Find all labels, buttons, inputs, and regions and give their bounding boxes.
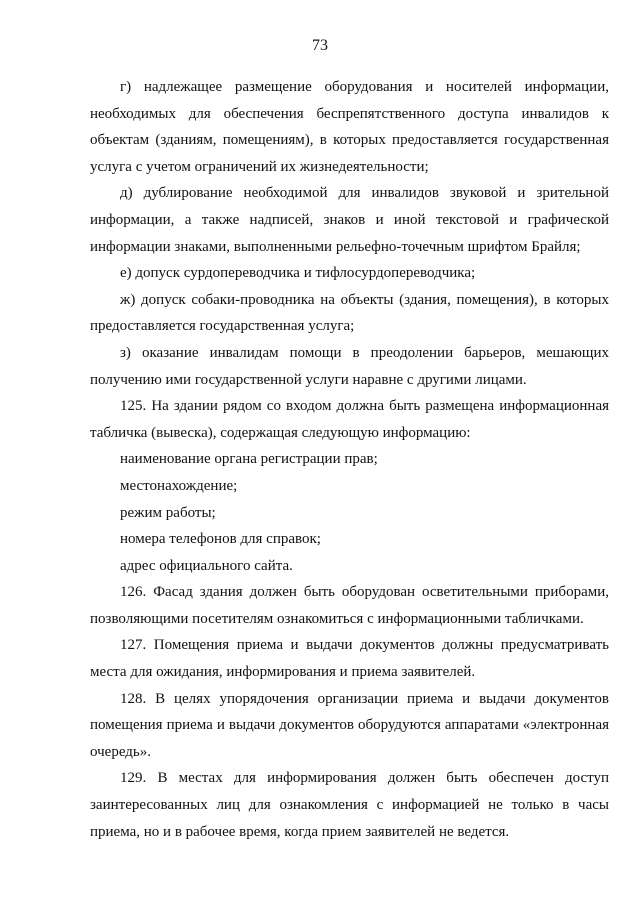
- page-number: 73: [312, 37, 328, 54]
- paragraph-128: 128. В целях упорядочения организации приема и выдачи документов помещения приема и выдачи документов оборудуются аппаратами «электронная очередь».: [90, 690, 609, 760]
- paragraph-g: г) надлежащее размещение оборудования и носителей информации, необходимых для обеспечения беспрепятственного доступа инвалидов к объектам (зданиям, помещениям), в которых предоставляется государственная услуга с учетом ограничений их жизнедеятельности;: [90, 79, 609, 175]
- document-body: [90, 74, 609, 845]
- paragraph-129: 129. В местах для информирования должен быть обеспечен доступ заинтересованных лиц для ознакомления с информацией не только в часы приема, но и в рабочее время, когда прием заявителей не ведется.: [90, 770, 609, 840]
- list-item: адрес официального сайта.: [120, 557, 293, 574]
- list-item: режим работы;: [120, 504, 216, 521]
- paragraph-e: е) допуск сурдопереводчика и тифлосурдопереводчика;: [120, 265, 476, 282]
- paragraph-d: д) дублирование необходимой для инвалидов звуковой и зрительной информации, а также надписей, знаков и иной текстовой и графической информации знаками, выполненными рельефно-точечным шрифтом Брайля;: [90, 185, 609, 255]
- paragraph-zh: ж) допуск собаки-проводника на объекты (здания, помещения), в которых предоставляется государственная услуга;: [90, 291, 609, 335]
- paragraph-127: 127. Помещения приема и выдачи документов должны предусматривать места для ожидания, информирования и приема заявителей.: [90, 637, 609, 681]
- paragraph-z: з) оказание инвалидам помощи в преодолении барьеров, мешающих получению ими государственной услуги наравне с другими лицами.: [90, 344, 609, 388]
- paragraph-125: 125. На здании рядом со входом должна быть размещена информационная табличка (вывеска), содержащая следующую информацию:: [90, 398, 609, 441]
- list-item: наименование органа регистрации прав;: [120, 451, 378, 468]
- list-item: местонахождение;: [120, 477, 238, 494]
- list-item: номера телефонов для справок;: [120, 531, 321, 548]
- paragraph-126: 126. Фасад здания должен быть оборудован осветительными приборами, позволяющими посетителям ознакомиться с информационными табличками.: [90, 584, 609, 627]
